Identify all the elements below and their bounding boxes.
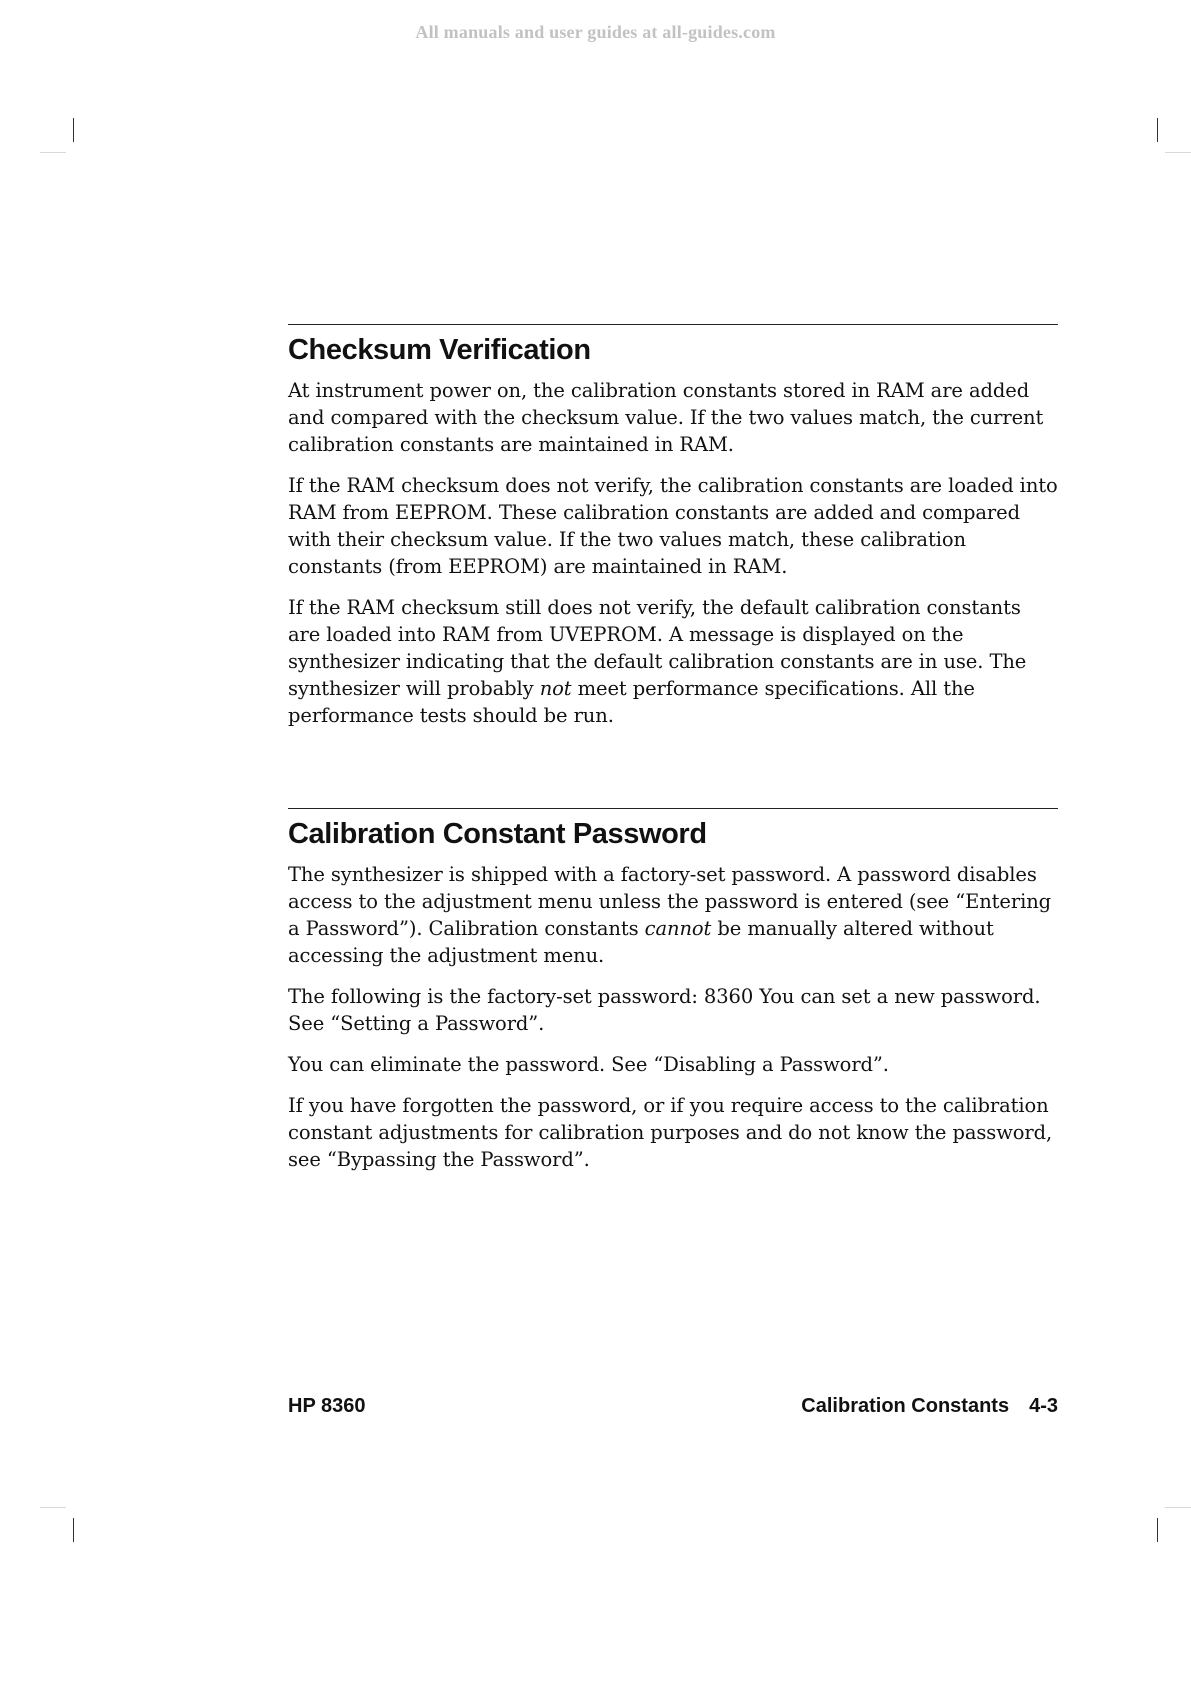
section-rule [288,808,1058,809]
paragraph: At instrument power on, the calibration constants stored in RAM are added and compared with the checksum value. If the two values match, the current calibration constants are maintained in RAM. [288,379,1044,456]
section-calibration-constant-password [288,808,1058,1187]
watermark: All manuals and user guides at all-guides.com [415,22,776,42]
section-checksum-verification [288,324,1058,743]
paragraph: You can eliminate the password. See “Disabling a Password”. [288,1053,889,1076]
section-body [288,377,1058,729]
crop-mark-top-right-h [1165,152,1191,153]
paragraph-text: If the RAM checksum still does not verify, the default calibration constants are loaded into RAM from UVEPROM. A message is displayed on the synthesizer indicating that the default calibration constants are in use. The synthesizer will probably [288,596,1027,700]
crop-mark-bottom-right [1157,1518,1158,1542]
paragraph-text: meet performance specifications. All the performance tests should be run. [288,677,975,727]
crop-mark-bottom-left [73,1518,74,1542]
section-title: Checksum Verification [288,334,591,366]
paragraph-text: The synthesizer is shipped with a factory-set password. A password disables access to the adjustment menu unless the password is entered (see “Entering a Password”). Calibration constants [288,863,1052,940]
crop-mark-top-right [1157,118,1158,142]
paragraph [288,861,1058,969]
paragraph: If you have forgotten the password, or if you require access to the calibration constant adjustments for calibration purposes and do not know the password, see “Bypassing the Password”. [288,1094,1053,1171]
crop-mark-top-left [73,118,74,142]
paragraph: If the RAM checksum does not verify, the calibration constants are loaded into RAM from EEPROM. These calibration constants are added and compared with their checksum value. If the two values match, these calibration constants (from EEPROM) are maintained in RAM. [288,474,1058,578]
section-title: Calibration Constant Password [288,818,707,850]
footer-right [801,1395,1058,1418]
paragraph-emphasis: not [539,677,572,700]
crop-mark-bottom-right-h [1165,1507,1191,1508]
paragraph-text: be manually altered without accessing the adjustment menu. [288,917,994,967]
paragraph: The following is the factory-set password: 8360 You can set a new password. See “Setting a Password”. [288,985,1041,1035]
section-rule [288,324,1058,325]
footer-page-number: 4-3 [1029,1395,1058,1417]
footer-product: HP 8360 [288,1395,366,1417]
crop-mark-bottom-left-h [40,1507,66,1508]
crop-mark-top-left-h [40,152,66,153]
footer-chapter: Calibration Constants [801,1395,1010,1417]
paragraph-emphasis: cannot [644,917,712,940]
section-body [288,861,1058,1173]
paragraph [288,594,1058,729]
